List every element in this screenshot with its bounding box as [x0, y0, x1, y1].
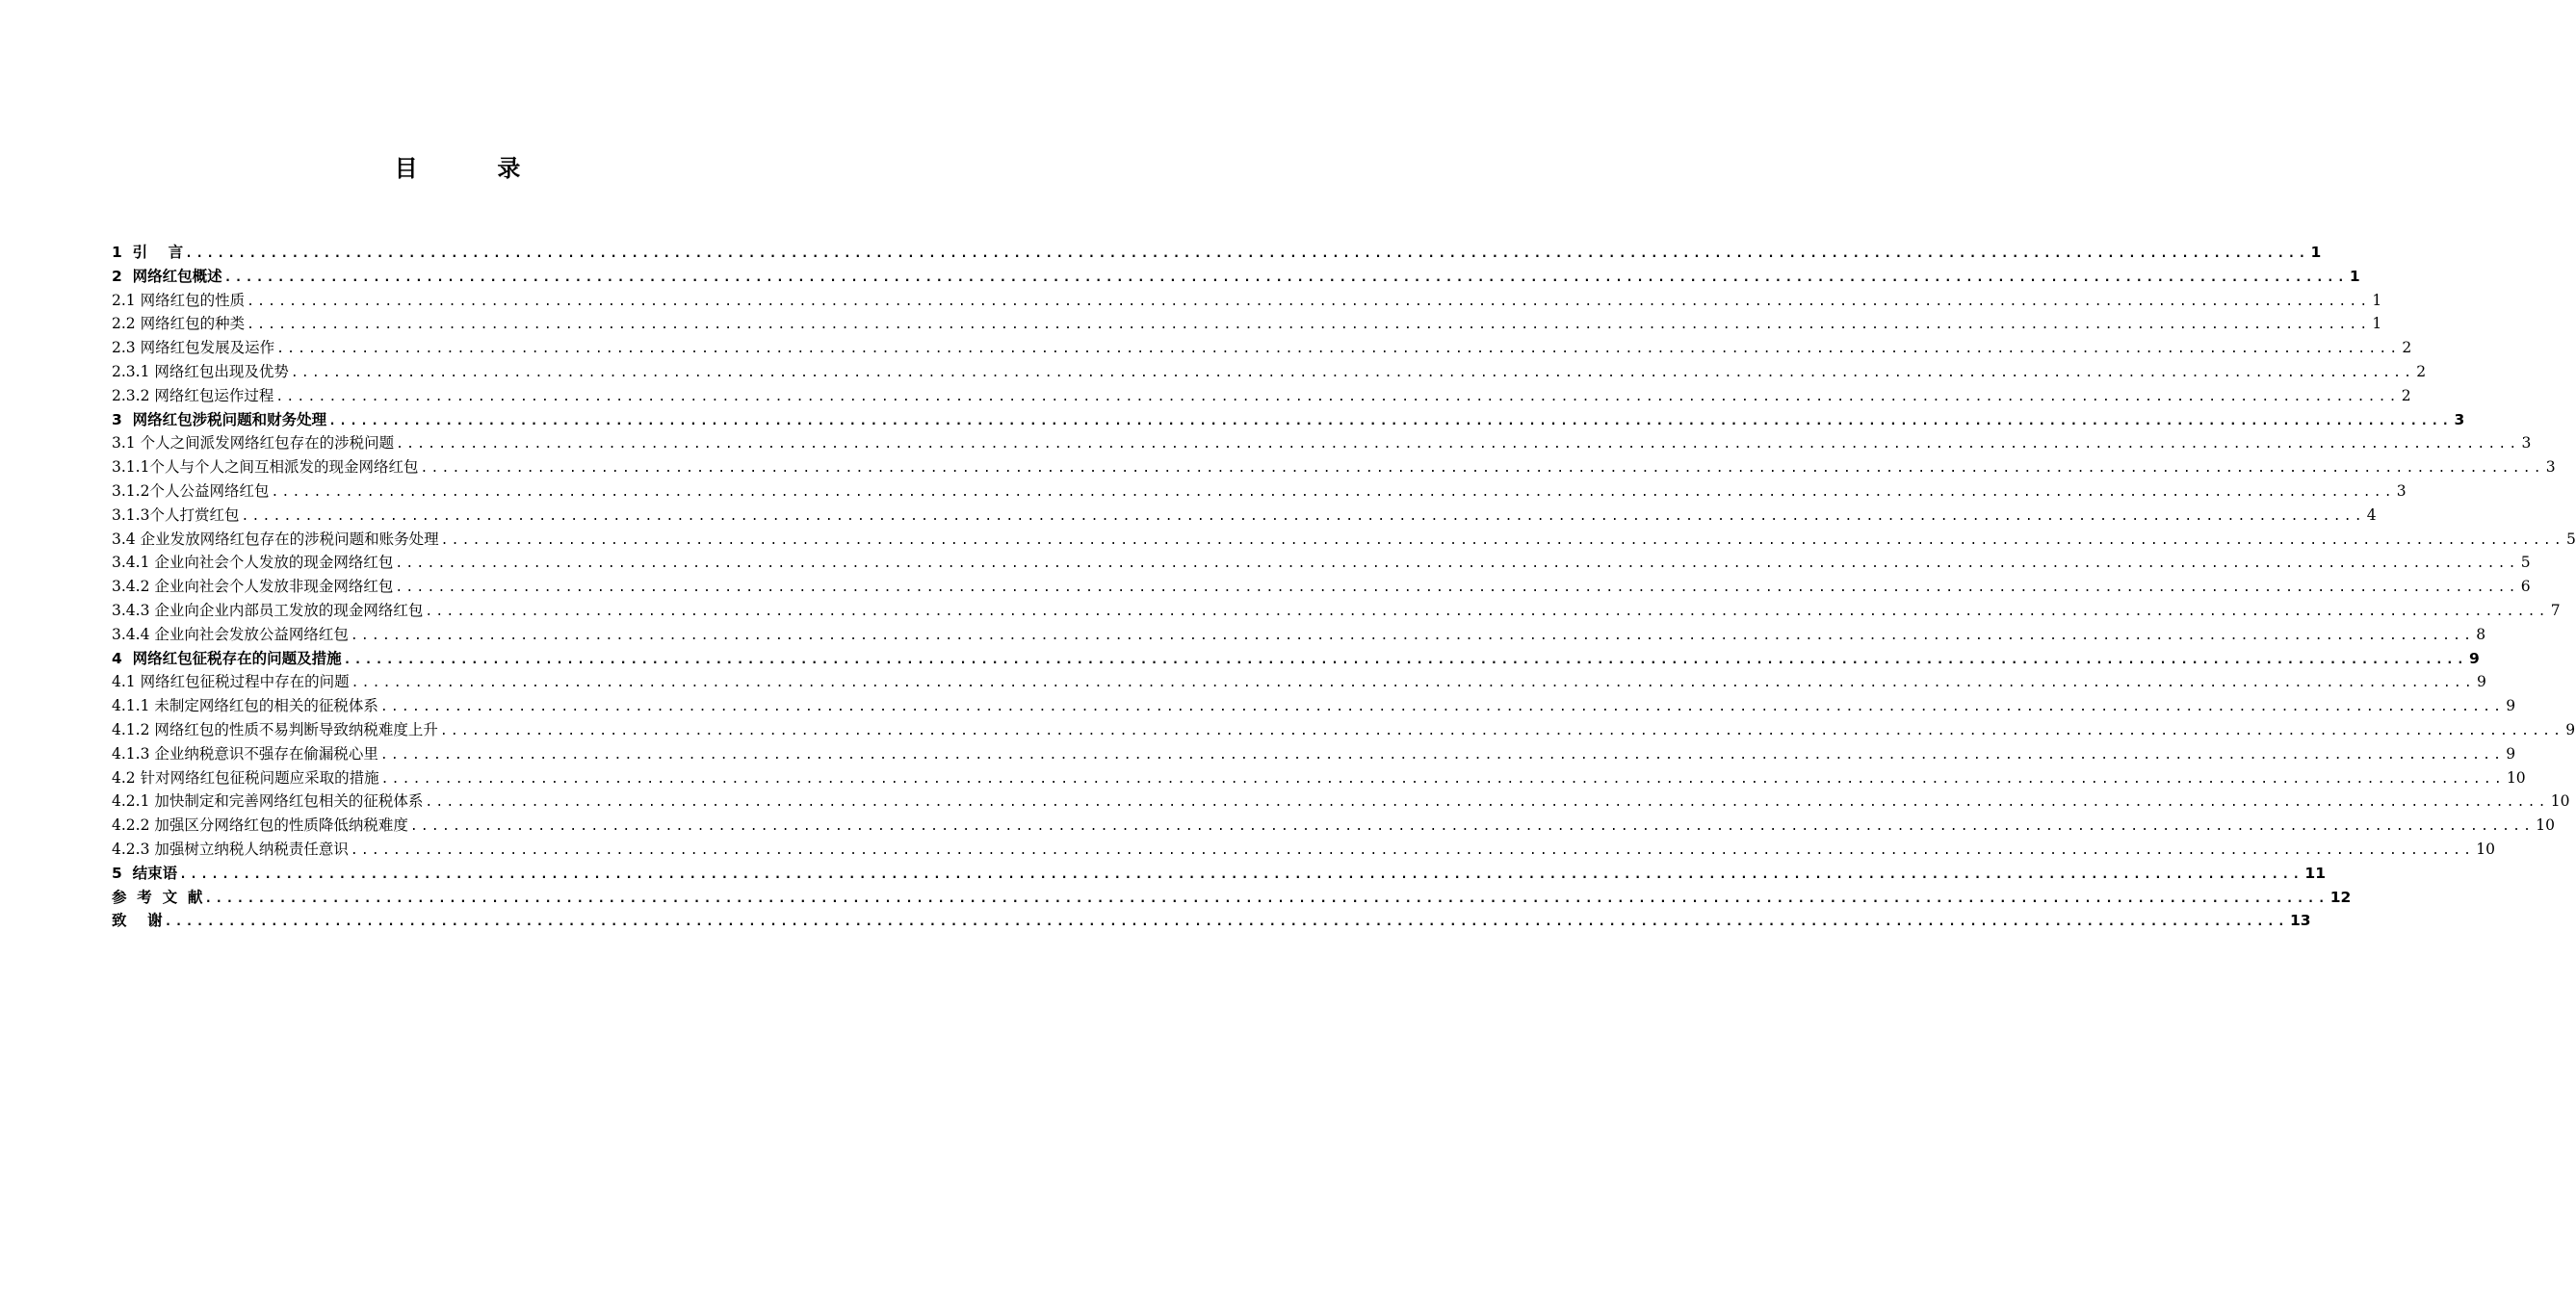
toc-entry-label: 致 谢 — [112, 912, 163, 930]
toc-dot-leader: ........................................................................................................................................................................................................ — [185, 246, 2309, 261]
toc-entry[interactable] — [112, 265, 2360, 289]
toc-entry-page-number: 2 — [2401, 386, 2411, 404]
toc-entry-page-number: 3 — [2521, 434, 2532, 453]
toc-entry[interactable] — [112, 384, 2411, 408]
toc-dot-leader: ........................................................................................................................................................................................................ — [396, 437, 2520, 453]
toc-entry-label: 3.4.3 企业向企业内部员工发放的现金网络红包 — [112, 601, 424, 619]
toc-entry[interactable] — [112, 479, 2407, 504]
toc-entry[interactable] — [112, 766, 2526, 790]
page-title: 目 录 — [394, 155, 542, 182]
toc-entry[interactable] — [112, 909, 2311, 933]
toc-entry[interactable] — [112, 336, 2412, 360]
toc-entry[interactable] — [112, 647, 2480, 671]
toc-entry-label: 2.2 网络红包的种类 — [112, 315, 246, 333]
toc-dot-leader: ........................................................................................................................................................................................................ — [241, 508, 2365, 524]
toc-entry-label: 3.1.2个人公益网络红包 — [112, 481, 270, 500]
toc-entry-page-number: 6 — [2520, 578, 2531, 596]
toc-dot-leader: ........................................................................................................................................................................................................ — [204, 891, 2329, 906]
toc-entry[interactable] — [112, 455, 2556, 479]
toc-dot-leader: ........................................................................................................................................................................................................ — [179, 867, 2303, 882]
toc-entry[interactable] — [112, 694, 2516, 718]
toc-entry[interactable] — [112, 789, 2570, 814]
toc-entry[interactable] — [112, 742, 2516, 766]
toc-entry-label: 4.1.1 未制定网络红包的相关的征税体系 — [112, 697, 378, 715]
toc-entry[interactable] — [112, 670, 2486, 694]
toc-entry-page-number: 13 — [2289, 912, 2311, 930]
toc-entry[interactable] — [112, 241, 2322, 265]
toc-entry-label: 2 网络红包概述 — [112, 267, 222, 285]
toc-dot-leader: ........................................................................................................................................................................................................ — [395, 556, 2519, 572]
toc-entry-page-number: 10 — [2536, 816, 2555, 835]
toc-entry[interactable] — [112, 408, 2465, 432]
toc-entry-page-number: 3 — [2545, 458, 2556, 477]
toc-entry-label: 4.1 网络红包征税过程中存在的问题 — [112, 673, 350, 691]
toc-entry-label: 1 引 言 — [112, 244, 184, 261]
toc-entry-page-number: 3 — [2396, 481, 2407, 500]
toc-dot-leader: ........................................................................................................................................................................................................ — [247, 318, 2371, 333]
toc-entry[interactable] — [112, 551, 2531, 575]
toc-entry-label: 3.4 企业发放网络红包存在的涉税问题和账务处理 — [112, 530, 439, 548]
toc-dot-leader: ........................................................................................................................................................................................................ — [290, 365, 2415, 380]
toc-dot-leader: ........................................................................................................................................................................................................ — [343, 652, 2467, 667]
toc-entry-label: 3 网络红包涉税问题和财务处理 — [112, 410, 327, 428]
toc-dot-leader: ........................................................................................................................................................................................................ — [350, 842, 2475, 858]
toc-entry[interactable] — [112, 599, 2561, 623]
toc-entry[interactable] — [112, 528, 2576, 552]
toc-dot-leader: ........................................................................................................................................................................................................ — [439, 723, 2564, 738]
toc-entry-label: 5 结束语 — [112, 864, 178, 882]
toc-entry-page-number: 10 — [2476, 840, 2495, 858]
toc-dot-leader: ........................................................................................................................................................................................................ — [420, 461, 2544, 477]
toc-entry[interactable] — [112, 360, 2427, 384]
toc-dot-leader: ........................................................................................................................................................................................................ — [275, 389, 2400, 404]
toc-entry[interactable] — [112, 886, 2352, 910]
toc-entry-label: 3.1 个人之间派发网络红包存在的涉税问题 — [112, 434, 395, 453]
toc-dot-leader: ........................................................................................................................................................................................................ — [440, 532, 2564, 548]
toc-entry-label: 参 考 文 献 — [112, 888, 203, 906]
toc-entry-label: 3.1.1个人与个人之间互相派发的现金网络红包 — [112, 458, 419, 477]
toc-entry[interactable] — [112, 289, 2382, 313]
table-of-contents — [112, 241, 2576, 933]
toc-entry-label: 3.4.2 企业向社会个人发放非现金网络红包 — [112, 578, 394, 596]
toc-entry[interactable] — [112, 312, 2382, 336]
toc-entry[interactable] — [112, 504, 2377, 528]
toc-entry-label: 2.1 网络红包的性质 — [112, 291, 246, 309]
toc-entry-page-number: 1 — [2349, 267, 2360, 285]
toc-dot-leader: ........................................................................................................................................................................................................ — [379, 700, 2505, 715]
toc-entry[interactable] — [112, 575, 2531, 599]
toc-entry[interactable] — [112, 862, 2326, 886]
toc-entry[interactable] — [112, 718, 2576, 742]
toc-dot-leader: ........................................................................................................................................................................................................ — [164, 915, 2288, 930]
toc-entry-page-number: 12 — [2329, 888, 2352, 906]
toc-dot-leader: ........................................................................................................................................................................................................ — [350, 628, 2475, 643]
toc-entry-label: 4.2.1 加快制定和完善网络红包相关的征税体系 — [112, 792, 424, 811]
toc-entry-label: 2.3 网络红包发展及运作 — [112, 339, 275, 357]
toc-dot-leader: ........................................................................................................................................................................................................ — [271, 484, 2395, 500]
toc-entry[interactable] — [112, 431, 2532, 455]
toc-entry-page-number: 9 — [2506, 697, 2516, 715]
toc-entry-label: 2.3.2 网络红包运作过程 — [112, 386, 274, 404]
toc-dot-leader: ........................................................................................................................................................................................................ — [425, 604, 2549, 619]
toc-dot-leader: ........................................................................................................................................................................................................ — [380, 771, 2505, 787]
toc-entry-label: 4.2 针对网络红包征税问题应采取的措施 — [112, 768, 379, 787]
toc-entry-label: 3.4.1 企业向社会个人发放的现金网络红包 — [112, 554, 394, 572]
toc-entry-page-number: 10 — [2506, 768, 2526, 787]
toc-entry[interactable] — [112, 838, 2495, 862]
toc-entry-page-number: 9 — [2476, 673, 2486, 691]
toc-dot-leader: ........................................................................................................................................................................................................ — [247, 294, 2371, 309]
toc-dot-leader: ........................................................................................................................................................................................................ — [328, 413, 2453, 428]
toc-entry[interactable] — [112, 623, 2486, 647]
toc-dot-leader: ........................................................................................................................................................................................................ — [223, 270, 2348, 285]
toc-entry-page-number: 9 — [2506, 744, 2516, 763]
toc-entry-page-number: 11 — [2304, 864, 2326, 882]
toc-entry-page-number: 7 — [2550, 601, 2561, 619]
toc-entry-page-number: 8 — [2476, 625, 2486, 643]
toc-entry-label: 2.3.1 网络红包出现及优势 — [112, 362, 289, 380]
toc-dot-leader: ........................................................................................................................................................................................................ — [425, 795, 2549, 811]
toc-entry-page-number: 5 — [2520, 554, 2531, 572]
toc-entry-label: 4.1.3 企业纳税意识不强存在偷漏税心里 — [112, 744, 378, 763]
toc-entry-label: 4.2.2 加强区分网络红包的性质降低纳税难度 — [112, 816, 408, 835]
toc-entry-label: 4 网络红包征税存在的问题及措施 — [112, 649, 342, 667]
toc-entry-page-number: 2 — [2402, 339, 2412, 357]
toc-entry[interactable] — [112, 814, 2555, 838]
toc-entry-label: 4.1.2 网络红包的性质不易判断导致纳税难度上升 — [112, 720, 438, 738]
toc-entry-page-number: 1 — [2372, 291, 2382, 309]
toc-dot-leader: ........................................................................................................................................................................................................ — [276, 342, 2401, 357]
toc-entry-page-number: 3 — [2454, 410, 2465, 428]
toc-entry-page-number: 4 — [2366, 505, 2377, 524]
toc-dot-leader: ........................................................................................................................................................................................................ — [379, 747, 2505, 763]
toc-entry-page-number: 5 — [2565, 530, 2576, 548]
toc-entry-page-number: 1 — [2372, 315, 2382, 333]
toc-entry-page-number: 1 — [2310, 244, 2322, 261]
toc-entry-label: 4.2.3 加强树立纳税人纳税责任意识 — [112, 840, 349, 858]
toc-entry-page-number: 2 — [2416, 362, 2427, 380]
toc-entry-page-number: 9 — [2565, 720, 2576, 738]
toc-dot-leader: ........................................................................................................................................................................................................ — [395, 581, 2519, 596]
toc-entry-label: 3.1.3个人打赏红包 — [112, 505, 240, 524]
toc-entry-label: 3.4.4 企业向社会发放公益网络红包 — [112, 625, 349, 643]
toc-dot-leader: ........................................................................................................................................................................................................ — [351, 676, 2475, 691]
toc-dot-leader: ........................................................................................................................................................................................................ — [409, 819, 2535, 835]
toc-entry-page-number: 9 — [2468, 649, 2480, 667]
toc-entry-page-number: 10 — [2550, 792, 2570, 811]
